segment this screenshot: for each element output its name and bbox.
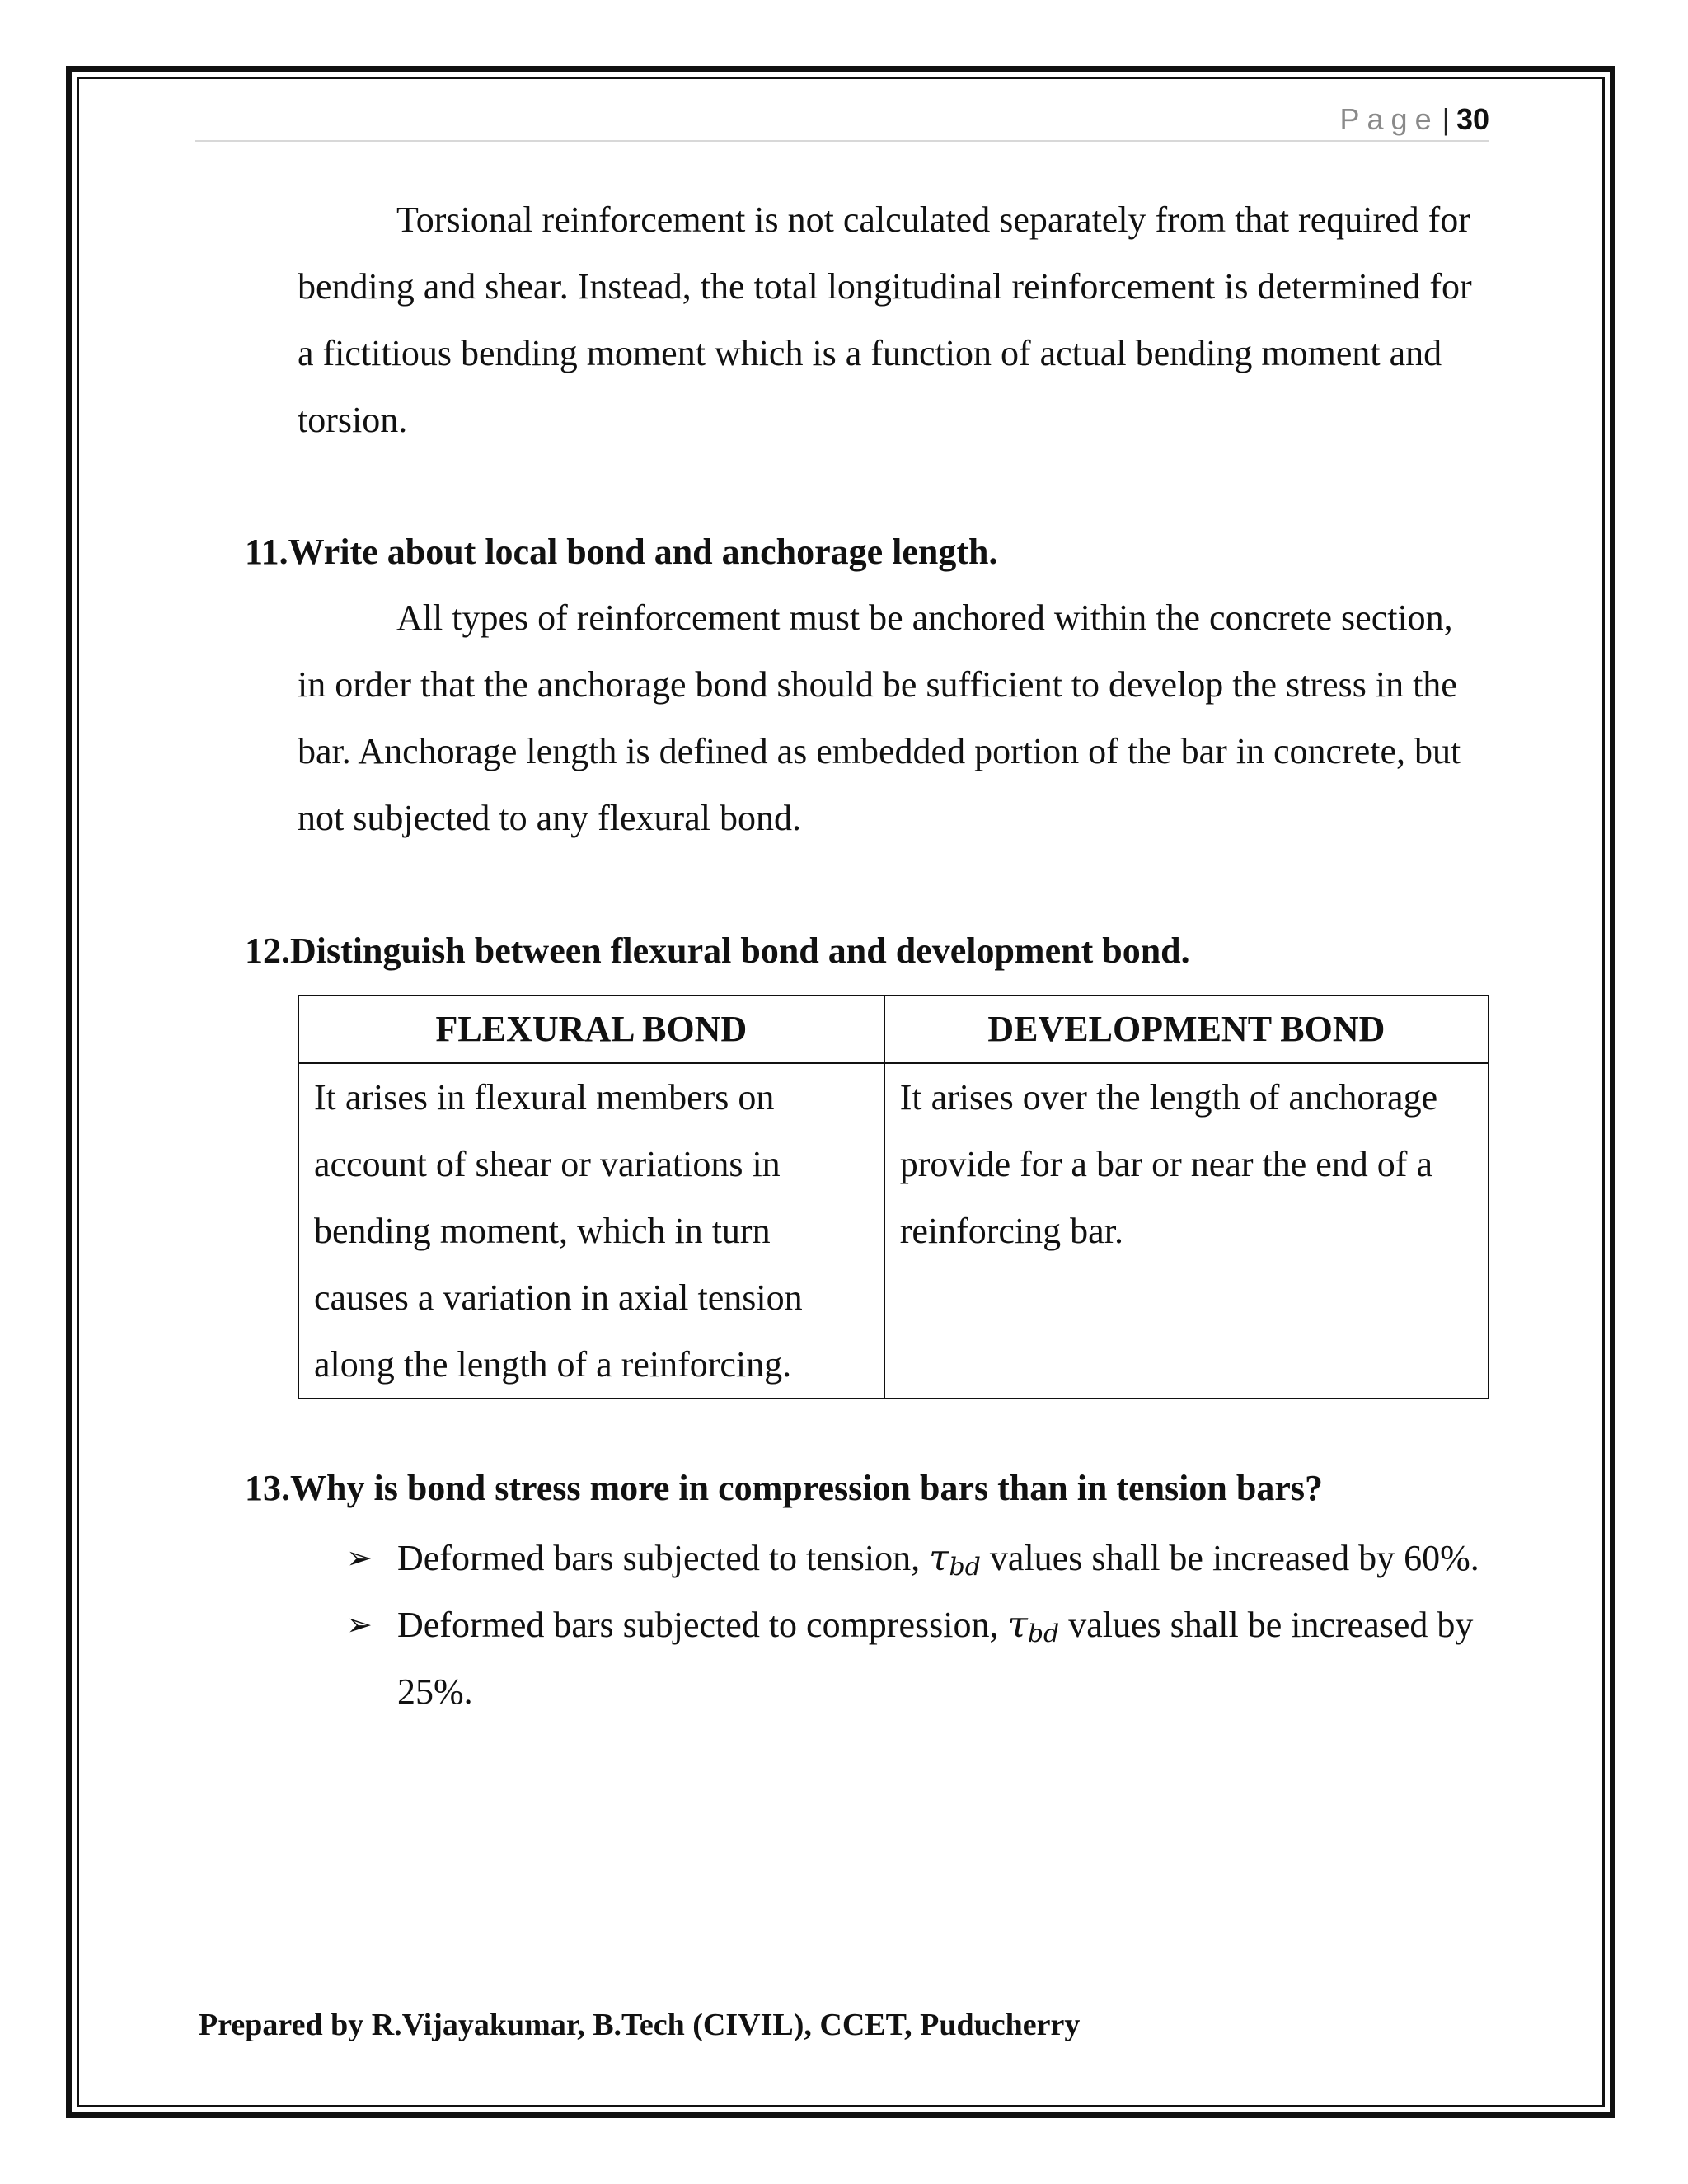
page-separator: | <box>1442 102 1450 136</box>
bond-comparison-table <box>298 995 1489 1399</box>
table-cell-flexural: It arises in flexural members on account of shear or variations in bending moment, which in turn causes a variation in axial tension along the length of a reinforcing. <box>298 1063 884 1399</box>
question-12-number: 12. <box>245 930 290 971</box>
table-header-row <box>298 996 1489 1063</box>
bullet-text-end: values shall be increased by 25%. <box>397 1605 1474 1712</box>
page-label: Page <box>1339 102 1439 136</box>
question-11-title: Write about local bond and anchorage length. <box>288 532 998 572</box>
page-footer: Prepared by R.Vijayakumar, B.Tech (CIVIL), CCET, Puducherry <box>199 2008 1081 2042</box>
list-item <box>346 1525 1500 1591</box>
question-13-heading <box>245 1464 1323 1513</box>
table-header-development: DEVELOPMENT BOND <box>884 996 1489 1063</box>
page-number: 30 <box>1456 102 1489 136</box>
table-header-flexural: FLEXURAL BOND <box>298 996 884 1063</box>
arrow-bullet-icon: ➢ <box>346 1540 373 1576</box>
arrow-bullet-icon: ➢ <box>346 1606 373 1643</box>
bullet-text-start: Deformed bars subjected to compression, <box>397 1605 1008 1645</box>
bd-subscript: bd <box>949 1553 981 1582</box>
list-item <box>346 1591 1500 1725</box>
question-11-heading <box>245 527 998 577</box>
question-13-number: 13. <box>245 1468 290 1508</box>
question-13-title: Why is bond stress more in compression bars than in tension bars? <box>290 1468 1323 1508</box>
bd-subscript: bd <box>1027 1619 1060 1648</box>
tau-symbol: τ <box>1007 1604 1028 1646</box>
tau-symbol: τ <box>929 1537 950 1579</box>
intro-paragraph: Torsional reinforcement is not calculated separately from that required for bending and shear. Instead, the total longitudinal reinforcement is determined for a fictitious bending moment which is a function of actual bending moment and torsion. <box>298 199 1472 440</box>
question-13-bullets <box>346 1525 1500 1725</box>
question-12-title: Distinguish between flexural bond and development bond. <box>290 930 1190 971</box>
tau-bd-symbol <box>929 1537 981 1582</box>
bullet-text-start: Deformed bars subjected to tension, <box>397 1538 930 1578</box>
tau-bd-symbol <box>1007 1604 1059 1646</box>
table-cell-development: It arises over the length of anchorage provide for a bar or near the end of a reinforcing bar. <box>884 1063 1489 1399</box>
page-header <box>195 99 1489 142</box>
bullet-text-end: values shall be increased by 60%. <box>980 1538 1479 1578</box>
question-11-number: 11. <box>245 532 288 572</box>
table-row <box>298 1063 1489 1399</box>
question-12-heading <box>245 926 1190 976</box>
question-11-answer: All types of reinforcement must be anchored within the concrete section, in order that the anchorage bond should be sufficient to develop the stress in the bar. Anchorage length is defined as embedded portion of the bar in concrete, but not subjected to any flexural bond. <box>298 598 1461 838</box>
